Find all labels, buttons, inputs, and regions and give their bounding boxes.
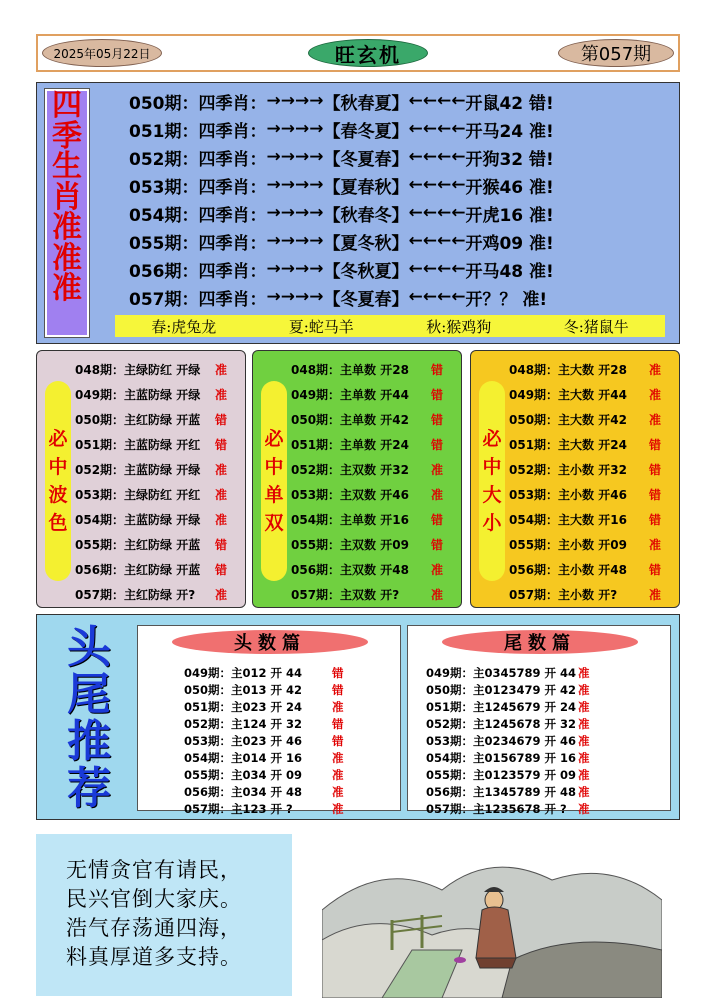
arrow-left-icon: ←←←← — [408, 287, 466, 307]
row-text: 056期：主红防绿 开蓝 — [75, 563, 201, 577]
row-mark: 错 — [431, 413, 444, 427]
row-text: 053期：主0234679 开 46 — [426, 733, 577, 748]
period-label: 055期：四季肖： — [129, 233, 267, 254]
row-mark: 准 — [431, 563, 444, 577]
row-text: 055期：主034 开 09 — [184, 767, 303, 782]
row-mark: 准 — [215, 588, 228, 602]
row-text: 050期：主0123479 开 42 — [426, 682, 577, 697]
period-label: 057期：四季肖： — [129, 289, 267, 310]
arrow-right-icon: →→→→ — [266, 259, 324, 279]
side-char: 推 — [67, 716, 111, 767]
list-item — [129, 115, 649, 143]
row-text: 052期：主124 开 32 — [184, 716, 303, 731]
arrow-right-icon: →→→→ — [266, 175, 324, 195]
period-label: 051期：四季肖： — [129, 121, 267, 142]
big-small-box — [470, 350, 680, 608]
row-text: 055期：主红防绿 开蓝 — [75, 538, 201, 552]
row-mark: 准 — [578, 767, 590, 782]
list-item — [426, 766, 638, 783]
seasons-value: 【春冬夏】 — [323, 121, 409, 142]
list-item — [75, 382, 243, 407]
big-small-list — [509, 357, 677, 607]
row-text: 050期：主红防绿 开蓝 — [75, 413, 201, 427]
list-item — [426, 800, 638, 817]
page-title: 旺玄机 — [308, 39, 428, 67]
row-mark: 准 — [578, 750, 590, 765]
row-text: 056期：主1345789 开 48 — [426, 784, 577, 799]
result-value: 开马24 准! — [465, 121, 554, 142]
row-mark: 错 — [431, 513, 444, 527]
row-mark: 准 — [215, 463, 228, 477]
list-item — [426, 732, 638, 749]
list-item — [184, 732, 396, 749]
list-item — [184, 681, 396, 698]
list-item — [75, 457, 243, 482]
row-text: 053期：主双数 开46 — [291, 488, 409, 502]
big-small-pill — [479, 381, 505, 581]
row-text: 052期：主小数 开32 — [509, 463, 627, 477]
row-text: 056期：主双数 开48 — [291, 563, 409, 577]
list-item — [129, 199, 649, 227]
row-mark: 准 — [649, 413, 662, 427]
list-item — [509, 532, 677, 557]
head-tail-side-label — [49, 623, 129, 813]
pill-char: 色 — [48, 512, 68, 534]
row-mark: 准 — [215, 388, 228, 402]
poem-line: 浩气存荡通四海， — [66, 916, 242, 940]
row-mark: 错 — [649, 463, 662, 477]
row-mark: 准 — [578, 733, 590, 748]
row-text: 049期：主蓝防绿 开绿 — [75, 388, 201, 402]
wave-color-box — [36, 350, 246, 608]
list-item — [426, 681, 638, 698]
row-mark: 错 — [332, 716, 344, 731]
wave-color-pill — [45, 381, 71, 581]
row-text: 048期：主单数 开28 — [291, 363, 409, 377]
list-item — [129, 171, 649, 199]
row-text: 050期：主单数 开42 — [291, 413, 409, 427]
row-mark: 错 — [649, 563, 662, 577]
scholar-landscape-illustration — [322, 840, 662, 998]
list-item — [509, 357, 677, 382]
list-item — [291, 357, 459, 382]
row-mark: 准 — [332, 767, 344, 782]
list-item — [291, 482, 459, 507]
legend-winter: 冬:猪鼠牛 — [563, 317, 629, 336]
pill-char: 中 — [48, 456, 68, 478]
side-char: 生 — [52, 149, 82, 184]
tail-number-panel — [407, 625, 671, 816]
arrow-left-icon: ←←←← — [408, 147, 466, 167]
seasons-value: 【冬秋夏】 — [323, 261, 409, 282]
row-mark: 错 — [332, 682, 344, 697]
row-mark: 准 — [332, 801, 344, 816]
row-text: 053期：主绿防红 开红 — [75, 488, 201, 502]
row-text: 057期：主小数 开? — [509, 588, 618, 602]
row-text: 055期：主小数 开09 — [509, 538, 627, 552]
period-label: 053期：四季肖： — [129, 177, 267, 198]
pill-char: 必 — [482, 428, 502, 450]
side-char: 肖 — [52, 179, 82, 215]
list-item — [509, 507, 677, 532]
poem-line: 民兴官倒大家庆。 — [66, 887, 242, 911]
list-item — [184, 664, 396, 681]
row-mark: 准 — [431, 488, 444, 502]
row-mark: 准 — [578, 716, 590, 731]
row-text: 048期：主绿防红 开绿 — [75, 363, 201, 377]
list-item — [426, 664, 638, 681]
list-item — [129, 227, 649, 255]
list-item — [184, 715, 396, 732]
list-item — [426, 715, 638, 732]
side-char: 头 — [67, 622, 111, 673]
row-text: 056期：主小数 开48 — [509, 563, 627, 577]
arrow-right-icon: →→→→ — [266, 203, 324, 223]
row-mark: 准 — [431, 588, 444, 602]
odd-even-list — [291, 357, 459, 607]
row-text: 051期：主023 开 24 — [184, 699, 303, 714]
list-item — [291, 457, 459, 482]
head-number-list — [184, 664, 396, 817]
pill-char: 小 — [482, 512, 502, 534]
row-mark: 错 — [215, 538, 228, 552]
row-mark: 准 — [649, 588, 662, 602]
list-item — [509, 557, 677, 582]
row-text: 054期：主大数 开16 — [509, 513, 627, 527]
arrow-right-icon: →→→→ — [266, 147, 324, 167]
list-item — [75, 357, 243, 382]
row-mark: 错 — [431, 388, 444, 402]
legend-summer: 夏:蛇马羊 — [288, 317, 354, 336]
row-mark: 错 — [215, 563, 228, 577]
arrow-left-icon: ←←←← — [408, 119, 466, 139]
row-text: 057期：主红防绿 开? — [75, 588, 196, 602]
row-mark: 错 — [431, 438, 444, 452]
row-text: 057期：主双数 开? — [291, 588, 400, 602]
list-item — [426, 749, 638, 766]
result-value: 开马48 准! — [465, 261, 554, 282]
row-text: 049期：主0345789 开 44 — [426, 665, 577, 680]
poem-line: 无情贪官有请民， — [66, 858, 242, 882]
period-label: 050期：四季肖： — [129, 93, 267, 114]
side-char: 尾 — [67, 669, 111, 720]
row-mark: 准 — [649, 388, 662, 402]
arrow-right-icon: →→→→ — [266, 231, 324, 251]
season-legend — [115, 315, 665, 337]
list-item — [184, 698, 396, 715]
row-mark: 错 — [332, 665, 344, 680]
issue-badge: 第057期 — [558, 39, 674, 67]
period-label: 056期：四季肖： — [129, 261, 267, 282]
four-seasons-section — [36, 82, 680, 344]
row-mark: 准 — [215, 488, 228, 502]
four-seasons-side-label — [45, 89, 89, 337]
list-item — [291, 557, 459, 582]
arrow-right-icon: →→→→ — [266, 287, 324, 307]
list-item — [291, 507, 459, 532]
row-mark: 准 — [578, 665, 590, 680]
list-item — [509, 407, 677, 432]
list-item — [291, 532, 459, 557]
period-label: 052期：四季肖： — [129, 149, 267, 170]
row-mark: 准 — [215, 513, 228, 527]
row-text: 051期：主单数 开24 — [291, 438, 409, 452]
row-mark: 错 — [215, 413, 228, 427]
list-item — [75, 482, 243, 507]
row-text: 054期：主0156789 开 16 — [426, 750, 577, 765]
arrow-left-icon: ←←←← — [408, 175, 466, 195]
list-item — [75, 582, 243, 607]
header-bar — [36, 34, 680, 72]
row-text: 054期：主014 开 16 — [184, 750, 303, 765]
four-seasons-list — [129, 87, 649, 311]
legend-spring: 春:虎兔龙 — [151, 317, 217, 336]
list-item — [129, 255, 649, 283]
legend-autumn: 秋:猴鸡狗 — [426, 317, 492, 336]
side-char: 四 — [52, 88, 82, 123]
row-mark: 错 — [431, 363, 444, 377]
date-badge: 2025年05月22日 — [42, 39, 162, 67]
head-number-title: 头数篇 — [172, 630, 368, 654]
list-item — [129, 87, 649, 115]
list-item — [75, 507, 243, 532]
list-item — [129, 283, 649, 311]
row-text: 054期：主蓝防绿 开绿 — [75, 513, 201, 527]
list-item — [184, 749, 396, 766]
poem-box — [36, 834, 292, 996]
poem-line: 料真厚道多支持。 — [66, 945, 242, 969]
list-item — [75, 557, 243, 582]
row-text: 057期：主1235678 开 ? — [426, 801, 567, 816]
tail-number-list — [426, 664, 638, 817]
side-char: 季 — [52, 118, 82, 154]
tail-number-title: 尾数篇 — [442, 630, 638, 654]
row-mark: 准 — [578, 801, 590, 816]
period-label: 054期：四季肖： — [129, 205, 267, 226]
list-item — [509, 432, 677, 457]
row-text: 054期：主单数 开16 — [291, 513, 409, 527]
pill-char: 中 — [264, 456, 284, 478]
row-text: 053期：主023 开 46 — [184, 733, 303, 748]
row-mark: 准 — [649, 538, 662, 552]
arrow-right-icon: →→→→ — [266, 91, 324, 111]
row-mark: 错 — [215, 438, 228, 452]
pill-char: 双 — [264, 512, 284, 534]
row-text: 049期：主012 开 44 — [184, 665, 303, 680]
result-value: 开狗32 错! — [465, 149, 554, 170]
pill-char: 单 — [264, 484, 284, 506]
result-value: 开猴46 准! — [465, 177, 554, 198]
row-text: 055期：主0123579 开 09 — [426, 767, 577, 782]
seasons-value: 【夏春秋】 — [323, 177, 409, 198]
row-mark: 准 — [578, 682, 590, 697]
row-mark: 错 — [649, 438, 662, 452]
pill-char: 必 — [264, 428, 284, 450]
row-text: 052期：主蓝防绿 开绿 — [75, 463, 201, 477]
wave-color-list — [75, 357, 243, 607]
list-item — [75, 407, 243, 432]
list-item — [291, 382, 459, 407]
list-item — [291, 582, 459, 607]
row-mark: 准 — [649, 363, 662, 377]
list-item — [509, 582, 677, 607]
row-text: 052期：主1245678 开 32 — [426, 716, 577, 731]
row-text: 051期：主大数 开24 — [509, 438, 627, 452]
result-value: 开鼠42 错! — [465, 93, 554, 114]
row-text: 049期：主单数 开44 — [291, 388, 409, 402]
row-text: 057期：主123 开 ? — [184, 801, 293, 816]
arrow-right-icon: →→→→ — [266, 119, 324, 139]
list-item — [184, 766, 396, 783]
row-text: 052期：主双数 开32 — [291, 463, 409, 477]
result-value: 开虎16 准! — [465, 205, 554, 226]
pill-char: 波 — [48, 484, 68, 506]
row-mark: 错 — [431, 538, 444, 552]
row-mark: 错 — [649, 513, 662, 527]
side-char: 准 — [52, 240, 82, 276]
arrow-left-icon: ←←←← — [408, 231, 466, 251]
head-tail-section — [36, 614, 680, 820]
side-char: 准 — [52, 271, 82, 306]
seasons-value: 【冬夏春】 — [323, 289, 409, 310]
list-item — [129, 143, 649, 171]
row-text: 053期：主小数 开46 — [509, 488, 627, 502]
pill-char: 中 — [482, 456, 502, 478]
arrow-left-icon: ←←←← — [408, 259, 466, 279]
list-item — [509, 482, 677, 507]
row-text: 056期：主034 开 48 — [184, 784, 303, 799]
list-item — [291, 407, 459, 432]
pill-char: 必 — [48, 428, 68, 450]
list-item — [426, 783, 638, 800]
side-char: 准 — [52, 210, 82, 245]
list-item — [426, 698, 638, 715]
row-text: 051期：主蓝防绿 开红 — [75, 438, 201, 452]
row-text: 055期：主双数 开09 — [291, 538, 409, 552]
result-value: 开？？ 准! — [465, 289, 548, 310]
arrow-left-icon: ←←←← — [408, 91, 466, 111]
row-mark: 错 — [332, 733, 344, 748]
row-mark: 准 — [332, 750, 344, 765]
seasons-value: 【夏冬秋】 — [323, 233, 409, 254]
seasons-value: 【秋春冬】 — [323, 205, 409, 226]
row-text: 051期：主1245679 开 24 — [426, 699, 577, 714]
list-item — [509, 457, 677, 482]
row-mark: 准 — [332, 699, 344, 714]
row-text: 050期：主013 开 42 — [184, 682, 303, 697]
seasons-value: 【冬夏春】 — [323, 149, 409, 170]
list-item — [509, 382, 677, 407]
row-mark: 准 — [578, 699, 590, 714]
list-item — [291, 432, 459, 457]
pill-char: 大 — [482, 484, 502, 506]
seasons-value: 【秋春夏】 — [323, 93, 409, 114]
odd-even-box — [252, 350, 462, 608]
list-item — [75, 532, 243, 557]
arrow-left-icon: ←←←← — [408, 203, 466, 223]
odd-even-pill — [261, 381, 287, 581]
row-text: 050期：主大数 开42 — [509, 413, 627, 427]
list-item — [184, 800, 396, 817]
row-mark: 错 — [649, 488, 662, 502]
head-number-panel — [137, 625, 401, 816]
row-mark: 准 — [431, 463, 444, 477]
row-mark: 准 — [578, 784, 590, 799]
row-mark: 准 — [332, 784, 344, 799]
row-text: 049期：主大数 开44 — [509, 388, 627, 402]
row-text: 048期：主大数 开28 — [509, 363, 627, 377]
side-char: 荐 — [67, 763, 111, 814]
list-item — [75, 432, 243, 457]
result-value: 开鸡09 准! — [465, 233, 554, 254]
list-item — [184, 783, 396, 800]
row-mark: 准 — [215, 363, 228, 377]
